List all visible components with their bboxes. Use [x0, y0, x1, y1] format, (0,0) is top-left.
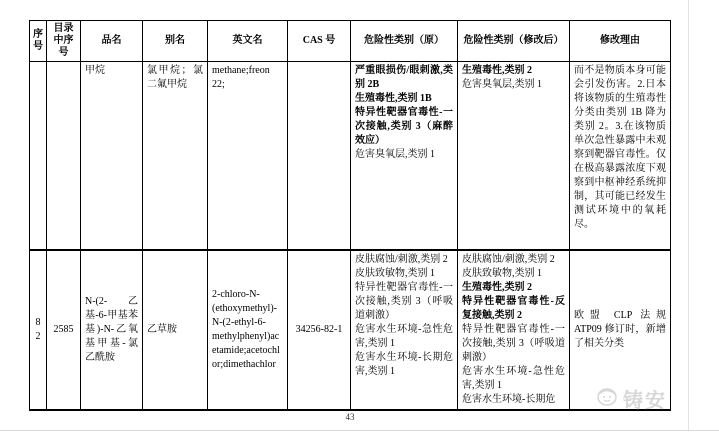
cell-english-name: methane;freon 22; — [208, 62, 288, 250]
cell-catalog-no: 2585 — [47, 250, 81, 410]
hazard-entry: 危害水生环境-急性危害,类别 1 — [355, 323, 453, 349]
hazard-entry: 生殖毒性,类别 2 — [462, 65, 532, 76]
cell-cas-no: 34256-82-1 — [288, 250, 351, 410]
cell-hazard-revised — [458, 250, 570, 410]
cell-seq — [30, 62, 47, 250]
cell-reason: 欧盟 CLP 法规 ATP09 修订时，新增了相关分类 — [570, 250, 671, 410]
cell-catalog-no — [47, 62, 81, 250]
cell-hazard-revised — [458, 62, 570, 250]
column-header-4: 英文名 — [208, 21, 288, 62]
cell-hazard-original — [351, 250, 458, 410]
table-row — [30, 250, 671, 410]
page-number: 43 — [345, 412, 355, 422]
hazard-entry: 特异性靶器官毒性-一次接触,类别 3（呼吸道刺激） — [355, 281, 453, 321]
table-row — [30, 62, 671, 250]
column-header-2: 品名 — [81, 21, 143, 62]
column-header-8: 修改理由 — [570, 21, 671, 62]
cell-reason: 而不是物质本身可能会引发伤害。2.日本将该物质的生殖毒性分类由类别 1B 降为类别 2。3.在该物质单次急性暴露中未观察到靶器官毒性。仅在极高暴露浓度下观察到中枢神经系统抑制，其可能已经发生测试环境中的氧耗尽。 — [570, 62, 671, 250]
cell-product-name: N-(2-乙基-6-甲基苯基)-N-乙氧基甲基-氯乙酰胺 — [81, 250, 143, 410]
hazard-entry: 危害水生环境-长期危害,类别 1 — [355, 351, 453, 377]
hazard-entry: 特异性靶器官毒性-一次接触,类别 3（呼吸道刺激） — [462, 323, 565, 363]
page-bottom-divider — [0, 430, 719, 431]
column-header-0: 序号 — [30, 21, 47, 62]
hazard-entry: 生殖毒性,类别 2 — [462, 281, 532, 293]
watermark-label: 铸安 — [623, 390, 667, 412]
table-header-row — [30, 21, 671, 62]
hazard-entry: 特异性靶器官毒性-反复接触,类别 2 — [462, 295, 565, 321]
hazard-entry: 危害臭氧层,类别 1 — [355, 149, 435, 160]
hazard-entry: 危害臭氧层,类别 1 — [462, 79, 542, 90]
hazard-entry: 皮肤致敏物,类别 1 — [462, 267, 542, 279]
cell-product-name: 甲烷 — [81, 62, 143, 250]
column-header-7: 危险性类别（修改后） — [458, 21, 570, 62]
column-header-1: 目录中序号 — [47, 21, 81, 62]
hazard-entry: 生殖毒性,类别 1B — [355, 93, 432, 104]
hazard-entry: 特异性靶器官毒性-一次接触,类别 3（麻醉效应） — [355, 107, 453, 146]
watermark — [595, 384, 667, 413]
cell-seq: 82 — [30, 250, 47, 410]
cell-cas-no — [288, 62, 351, 250]
cell-alias: 氯甲烷；氯二氟甲烷 — [143, 62, 208, 250]
hazard-entry: 危害水生环境-急性危害,类别 1 — [462, 365, 565, 391]
page-right-edge-line — [688, 0, 689, 430]
cell-alias: 乙草胺 — [143, 250, 208, 410]
column-header-5: CAS 号 — [288, 21, 351, 62]
cell-hazard-original — [351, 62, 458, 250]
mascot-face-icon — [595, 385, 619, 412]
cell-english-name: 2-chloro-N-(ethoxymethyl)-N-(2-ethyl-6-methylphenyl)acetamide;acetochlor;dimethachlor — [208, 250, 288, 410]
column-header-6: 危险性类别（原） — [351, 21, 458, 62]
column-header-3: 别名 — [143, 21, 208, 62]
hazard-classification-table — [29, 20, 671, 411]
hazard-entry: 皮肤腐蚀/刺激,类别 2 — [355, 253, 448, 265]
hazard-entry: 皮肤腐蚀/刺激,类别 2 — [462, 253, 555, 265]
hazard-entry: 危害水生环境-长期危 — [462, 393, 556, 405]
hazard-entry: 皮肤致敏物,类别 1 — [355, 267, 435, 279]
hazard-entry: 严重眼损伤/眼刺激,类别 2B — [355, 65, 453, 90]
